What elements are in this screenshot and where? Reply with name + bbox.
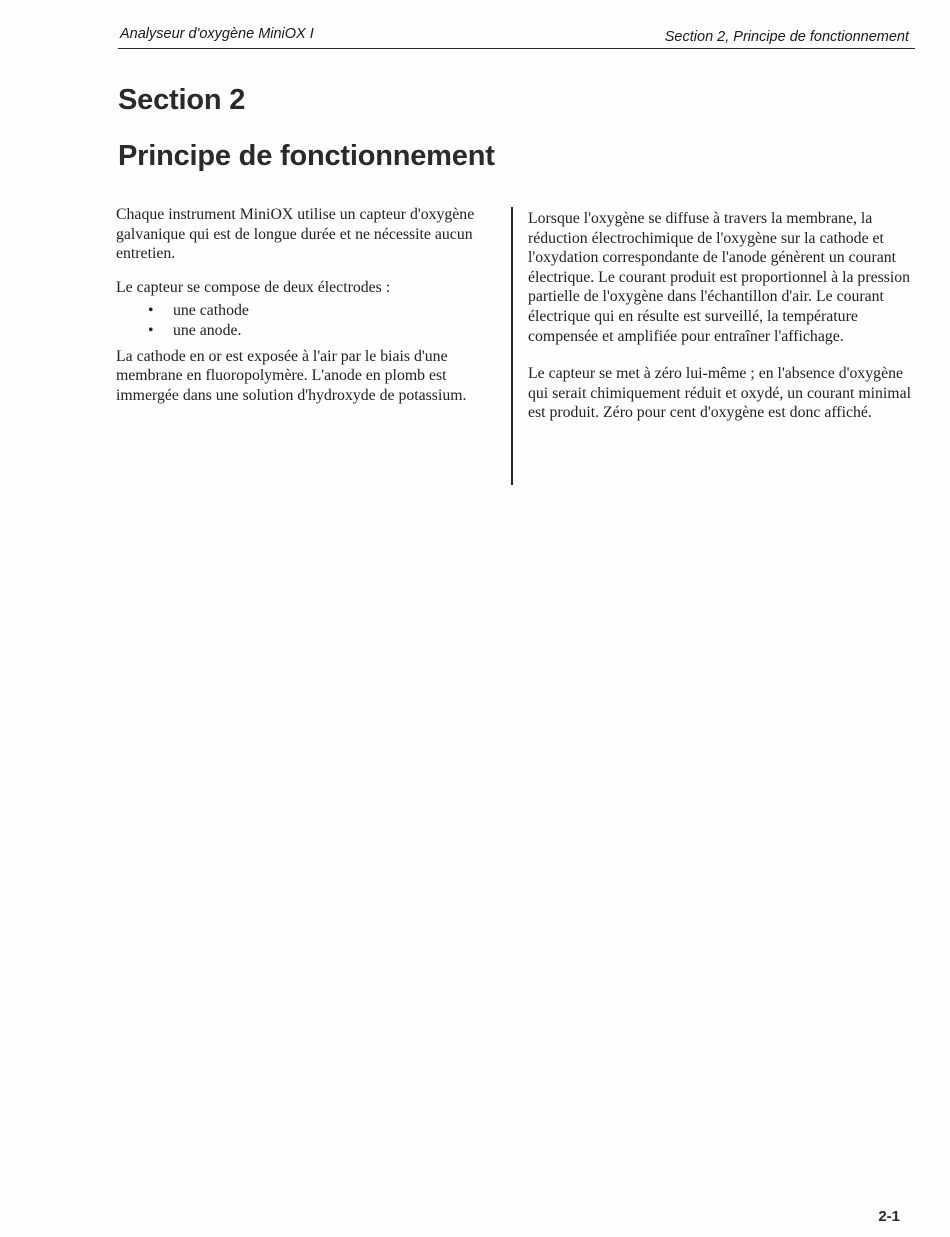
list-item-text: une cathode — [173, 302, 249, 320]
left-column — [116, 205, 496, 405]
electrode-list — [116, 301, 496, 340]
list-item — [116, 321, 496, 341]
paragraph-sensor-intro: Chaque instrument MiniOX utilise un capteur d'oxygène galvanique qui est de longue durée et ne nécessite aucun entretien. — [116, 206, 475, 263]
bullet-icon: • — [148, 321, 154, 339]
running-header — [118, 26, 915, 49]
bullet-icon: • — [148, 302, 154, 320]
list-item — [116, 301, 496, 321]
paragraph-cathode-anode: La cathode en or est exposée à l'air par le biais d'une membrane en fluoropolymère. L'anode en plomb est immergée dans une solution d'hydroxyde de potassium. — [116, 347, 467, 404]
section-number-heading: Section 2 — [118, 84, 246, 116]
paragraph-zero: Le capteur se met à zéro lui-même ; en l'absence d'oxygène qui serait chimiquement réduit et oxydé, un courant minimal est produit. Zéro pour cent d'oxygène est donc affiché. — [528, 365, 911, 422]
header-document-title: Analyseur d'oxygène MiniOX I — [120, 26, 314, 42]
change-bar — [511, 207, 513, 485]
right-column — [528, 209, 912, 423]
paragraph-electrodes-intro: Le capteur se compose de deux électrodes : — [116, 278, 391, 296]
list-item-text: une anode. — [173, 321, 242, 339]
header-section-title: Section 2, Principe de fonctionnement — [664, 29, 909, 45]
paragraph-diffusion: Lorsque l'oxygène se diffuse à travers la membrane, la réduction électrochimique de l'oxygène sur la cathode et l'oxydation correspondante de l'anode génèrent un courant électrique. Le courant produit est proportionnel à la pression partielle de l'oxygène dans l'échantillon d'air. Le courant électrique qui en résulte est surveillé, la température compensée et amplifiée pour entraîner l'affichage. — [528, 210, 911, 345]
page-number: 2-1 — [878, 1208, 900, 1225]
section-title-heading: Principe de fonctionnement — [118, 140, 495, 172]
